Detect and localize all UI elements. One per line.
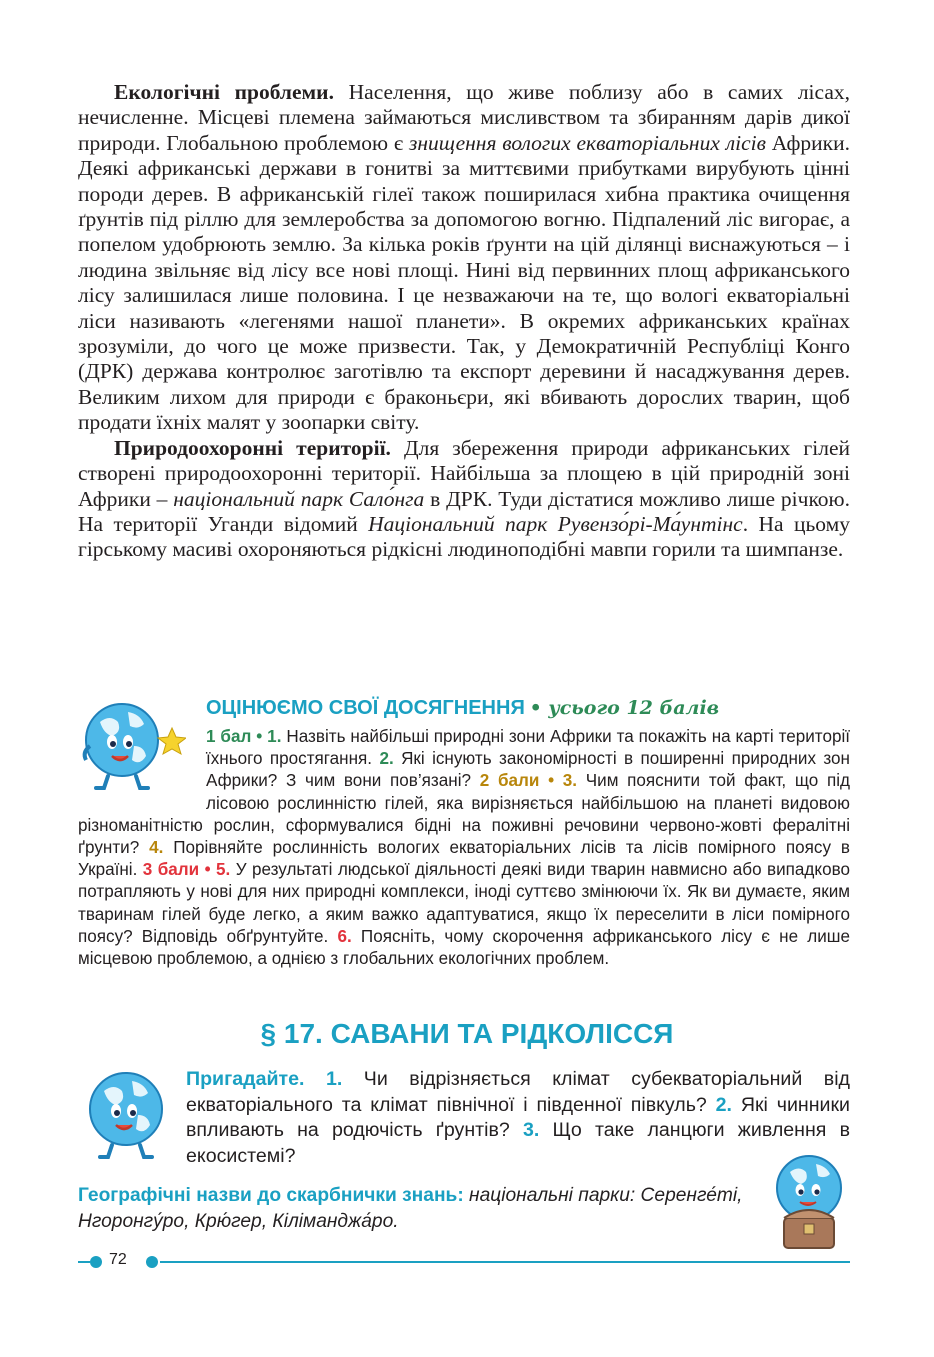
footer-rule (160, 1261, 850, 1263)
paragraph-emphasis: Національний парк Рувензо́рі-Ма́унтінс (368, 511, 743, 536)
geo-names-label: Географічні назви до скарбнички знань: (78, 1185, 464, 1206)
main-text (78, 80, 850, 563)
assessment-title: ОЦІНЮЄМО СВОЇ ДОСЯГНЕННЯ (206, 697, 525, 719)
question-text: Порівняйте рослинність вологих екваторіальних лісів та лісів помірного поясу в Україні. (78, 838, 850, 880)
question-text: Чим пояснити той факт, що під лісовою рослинністю гілей, яка вирізняється найбільшою на планеті видовою різноманітністю рослин, сформувалися бідні на поживні речовини червоно-жовті фералітні ґрунти? (78, 771, 850, 858)
question-text: Які існують закономірності в поширенні природних зон Африки? З чим вони пов’язані? (206, 749, 850, 791)
section-title: § 17. САВАНИ ТА РІДКОЛІССЯ (260, 1018, 674, 1049)
paragraph-text: Населення, що живе поблизу або в самих лісах, нечисленне. Місцеві племена займаються мисливством та збиранням дарів дикої природи. Глобальною проблемою є (78, 80, 850, 155)
globe-mascot-icon (78, 1065, 174, 1165)
recall-text: Чи відрізняється клімат субекваторіальний від екваторіального та клімат північної і південної півкуль? (186, 1068, 850, 1116)
score-label-1: 1 бал • 1. (206, 727, 282, 746)
mascot-spacer (78, 726, 206, 796)
paragraph-protected-areas (78, 436, 850, 563)
score-label-2: 2 бали • 3. (479, 771, 578, 791)
paragraph-text: Для збереження природи африканських гілей створені природоохоронні території. Найбільша за площею в цій природній зоні Африки – (78, 435, 851, 511)
paragraph-text: . На цьому гірському масиві охороняються рідкісні людиноподібні мавпи горили та шимпанзе. (78, 511, 850, 562)
paragraph-heading: Екологічні проблеми. (114, 80, 334, 104)
assessment-block (78, 694, 850, 970)
paragraph-emphasis: національний парк Сало́нга (173, 486, 425, 511)
assessment-points-total: • усього 12 балів (529, 697, 720, 719)
question-text: Назвіть найбільші природні зони Африки та покажіть на карті території їхнього простягання. (206, 727, 850, 769)
assessment-heading (206, 694, 850, 722)
globe-treasure-chest-icon (764, 1150, 854, 1254)
geo-names-block (78, 1183, 758, 1234)
recall-text: Що таке ланцюги живлення в екосистемі? (186, 1119, 850, 1167)
geo-names-text: національні парки: Серенге́ті, Нгоронгу́ро, Крю́гер, Кіліманджа́ро. (78, 1185, 743, 1232)
paragraph-heading: Природоохоронні території. (114, 435, 391, 460)
recall-text: Які чинники впливають на родючість ґрунтів? (186, 1093, 850, 1141)
recall-block (186, 1067, 850, 1169)
score-label-3: 3 бали • 5. (142, 860, 231, 880)
question-text: Поясніть, чому скорочення африканського лісу є не лише місцевою проблемою, а однією з глобальних екологічних проблем. (78, 926, 850, 969)
paragraph-ecological-problems (78, 80, 850, 436)
footer-ornament-left-icon (78, 1252, 108, 1272)
page-number: 72 (109, 1251, 127, 1268)
paragraph-text: в ДРК. Туди дістатися можливо лише річкою. На території Уганди відомий (78, 486, 850, 536)
recall-label: Пригадайте. 1. (186, 1068, 343, 1090)
question-text: У результаті людської діяльності деякі види тварин навмисно або випадково потрапляють у нові для них природні комплекси, іноді суттєво змінюючи їх. Як ви думаєте, яким тваринам гілей буде легко, а яким важко адаптуватися, якщо їх переселити в ліси помірного поясу? Відповідь обґрунтуйте. (78, 860, 850, 946)
question-number: 3. (522, 1119, 540, 1141)
question-number: 2. (379, 749, 394, 769)
question-number: 4. (149, 838, 164, 858)
question-number: 2. (715, 1093, 732, 1116)
paragraph-emphasis: знищення вологих екваторіальних лісів (409, 130, 766, 155)
paragraph-text: Африки. Деякі африканські держави в гонитві за миттєвими прибутками вирубують цінні породи дерев. В африканській гілеї також поширилася хибна практика очищення ґрунтів під ріллю для землеробства за допомогою вогню. Підпалений ліс вигорає, а попелом удобрюють землю. За кілька років ґрунти на цій ділянці виснажуються – і людина звільняє від лісу все нові площі. Нині від первинних площ африканського лісу залишилася лише половина. І це незважаючи на те, що вологі екваторіальні ліси називають «легенями нашої планети». В окремих африканських країнах зрозуміли, до чого це може призвести. Так, у Демократичній Республіці Конго (ДРК) держава контролює заготівлю та експорт деревини й насаджування дерев. Великим лихом для природи є браконьєри, які вбивають дорослих тварин, щоб продати їхніх малят у зоопарки світу. (78, 130, 850, 435)
question-number: 6. (337, 926, 352, 946)
